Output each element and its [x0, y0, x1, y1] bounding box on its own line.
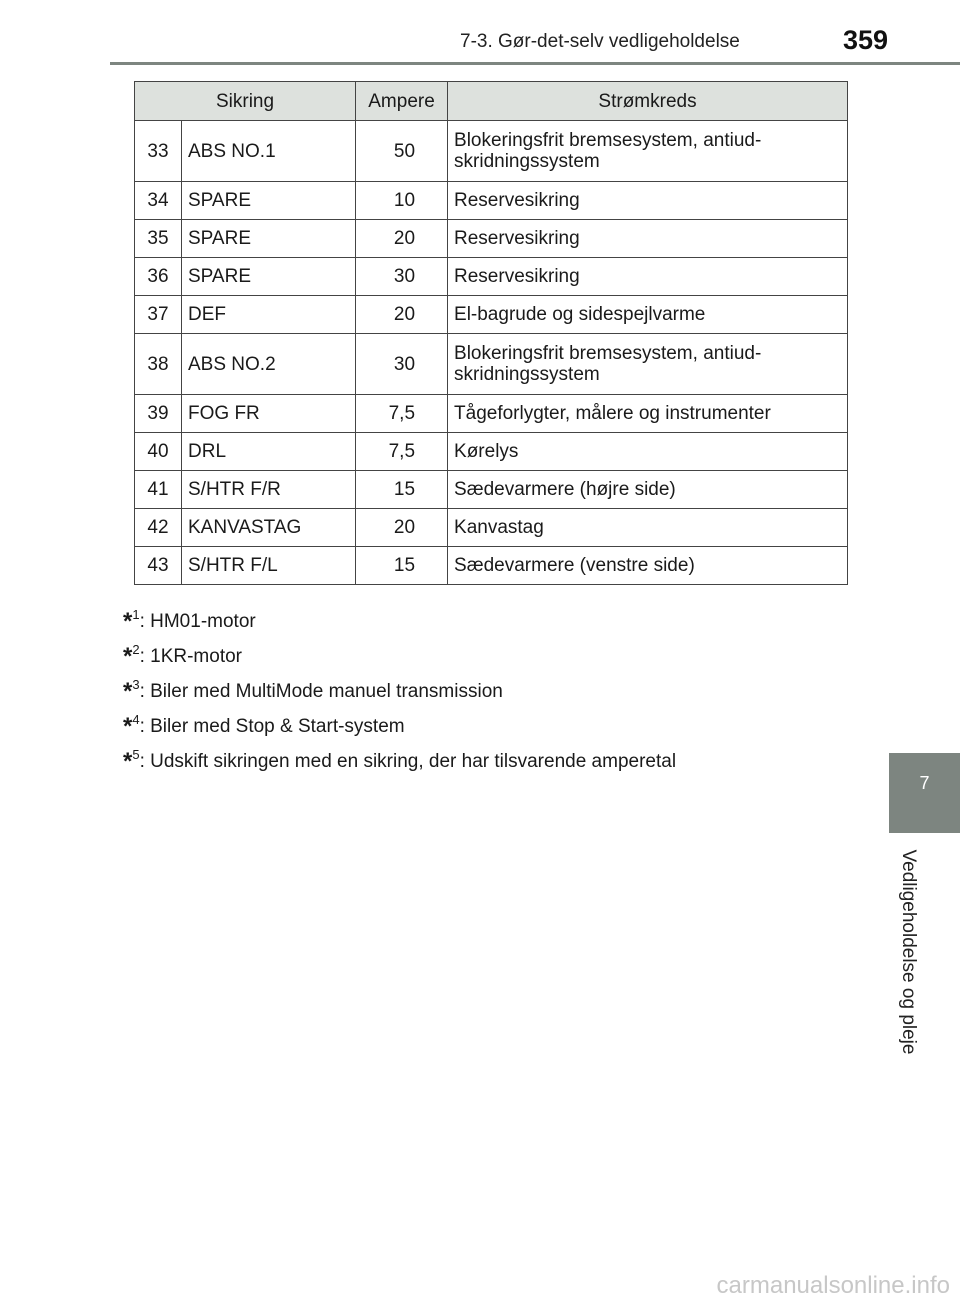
- fuse-table-body: [135, 121, 848, 585]
- footnote-marker: *: [123, 643, 133, 670]
- footnote-marker: *: [123, 748, 133, 775]
- cell-ampere: 20: [356, 509, 448, 547]
- cell-circuit: Kørelys: [448, 433, 848, 471]
- cell-fuse-name: S/HTR F/L: [182, 547, 356, 585]
- cell-fuse-name: S/HTR F/R: [182, 471, 356, 509]
- cell-fuse-number: 35: [135, 220, 182, 258]
- cell-fuse-name: ABS NO.1: [182, 121, 356, 182]
- table-row: [135, 258, 848, 296]
- table-row: [135, 509, 848, 547]
- footnote-marker: *: [123, 608, 133, 635]
- table-row: [135, 334, 848, 395]
- cell-ampere: 15: [356, 547, 448, 585]
- cell-fuse-name: KANVASTAG: [182, 509, 356, 547]
- cell-fuse-name: DRL: [182, 433, 356, 471]
- column-header-ampere: Ampere: [356, 82, 448, 121]
- cell-fuse-number: 33: [135, 121, 182, 182]
- footnote: [123, 635, 823, 670]
- cell-ampere: 50: [356, 121, 448, 182]
- footnote-text: : Biler med Stop & Start-system: [139, 716, 405, 737]
- table-row: [135, 182, 848, 220]
- chapter-side-label: Vedligeholdelse og pleje: [898, 849, 919, 1055]
- footnote-marker: *: [123, 678, 133, 705]
- column-header-circuit: Strømkreds: [448, 82, 848, 121]
- footnote-marker: *: [123, 713, 133, 740]
- table-row: [135, 433, 848, 471]
- cell-fuse-name: SPARE: [182, 182, 356, 220]
- watermark: carmanualsonline.info: [716, 1272, 950, 1299]
- cell-fuse-number: 34: [135, 182, 182, 220]
- cell-fuse-number: 38: [135, 334, 182, 395]
- cell-fuse-number: 42: [135, 509, 182, 547]
- footnote-number: 1: [132, 607, 140, 622]
- cell-fuse-number: 37: [135, 296, 182, 334]
- cell-fuse-number: 40: [135, 433, 182, 471]
- table-row: [135, 395, 848, 433]
- cell-circuit: El-bagrude og sidespejlvarme: [448, 296, 848, 334]
- fuse-table: [134, 81, 848, 585]
- cell-circuit: Kanvastag: [448, 509, 848, 547]
- cell-circuit: Blokeringsfrit bremsesystem, antiud-skridningssystem: [448, 334, 848, 395]
- cell-circuit: Sædevarmere (højre side): [448, 471, 848, 509]
- cell-fuse-name: FOG FR: [182, 395, 356, 433]
- table-row: [135, 296, 848, 334]
- cell-circuit: Reservesikring: [448, 182, 848, 220]
- footnote-number: 3: [132, 677, 140, 692]
- footnote-text: : 1KR-motor: [139, 646, 242, 667]
- cell-fuse-name: ABS NO.2: [182, 334, 356, 395]
- footnote-text: : HM01-motor: [139, 611, 256, 632]
- cell-ampere: 15: [356, 471, 448, 509]
- footnote: [123, 600, 823, 635]
- page-number: 359: [842, 25, 888, 55]
- cell-ampere: 7,5: [356, 433, 448, 471]
- cell-fuse-number: 39: [135, 395, 182, 433]
- table-row: [135, 220, 848, 258]
- cell-fuse-number: 41: [135, 471, 182, 509]
- cell-circuit: Sædevarmere (venstre side): [448, 547, 848, 585]
- footnotes: [123, 600, 823, 775]
- cell-circuit: Blokeringsfrit bremsesystem, antiud-skridningssystem: [448, 121, 848, 182]
- footnote: [123, 740, 823, 775]
- cell-fuse-number: 36: [135, 258, 182, 296]
- cell-fuse-number: 43: [135, 547, 182, 585]
- cell-ampere: 20: [356, 296, 448, 334]
- cell-ampere: 30: [356, 258, 448, 296]
- cell-ampere: 10: [356, 182, 448, 220]
- cell-circuit: Reservesikring: [448, 258, 848, 296]
- footnote-number: 5: [132, 747, 140, 762]
- table-header-row: [135, 82, 848, 121]
- cell-ampere: 20: [356, 220, 448, 258]
- footnote: [123, 705, 823, 740]
- section-title: 7-3. Gør-det-selv vedligeholdelse: [460, 31, 740, 52]
- cell-ampere: 30: [356, 334, 448, 395]
- column-header-fuse: Sikring: [135, 82, 356, 121]
- footnote-number: 4: [132, 712, 140, 727]
- table-row: [135, 121, 848, 182]
- table-row: [135, 547, 848, 585]
- cell-fuse-name: SPARE: [182, 258, 356, 296]
- cell-ampere: 7,5: [356, 395, 448, 433]
- footnote-text: : Biler med MultiMode manuel transmission: [139, 681, 503, 702]
- cell-fuse-name: SPARE: [182, 220, 356, 258]
- chapter-tab: 7: [889, 753, 960, 833]
- header-rule: [110, 62, 960, 65]
- footnote: [123, 670, 823, 705]
- table-row: [135, 471, 848, 509]
- cell-circuit: Reservesikring: [448, 220, 848, 258]
- cell-circuit: Tågeforlygter, målere og instrumenter: [448, 395, 848, 433]
- cell-fuse-name: DEF: [182, 296, 356, 334]
- footnote-number: 2: [132, 642, 140, 657]
- footnote-text: : Udskift sikringen med en sikring, der har tilsvarende amperetal: [139, 751, 677, 772]
